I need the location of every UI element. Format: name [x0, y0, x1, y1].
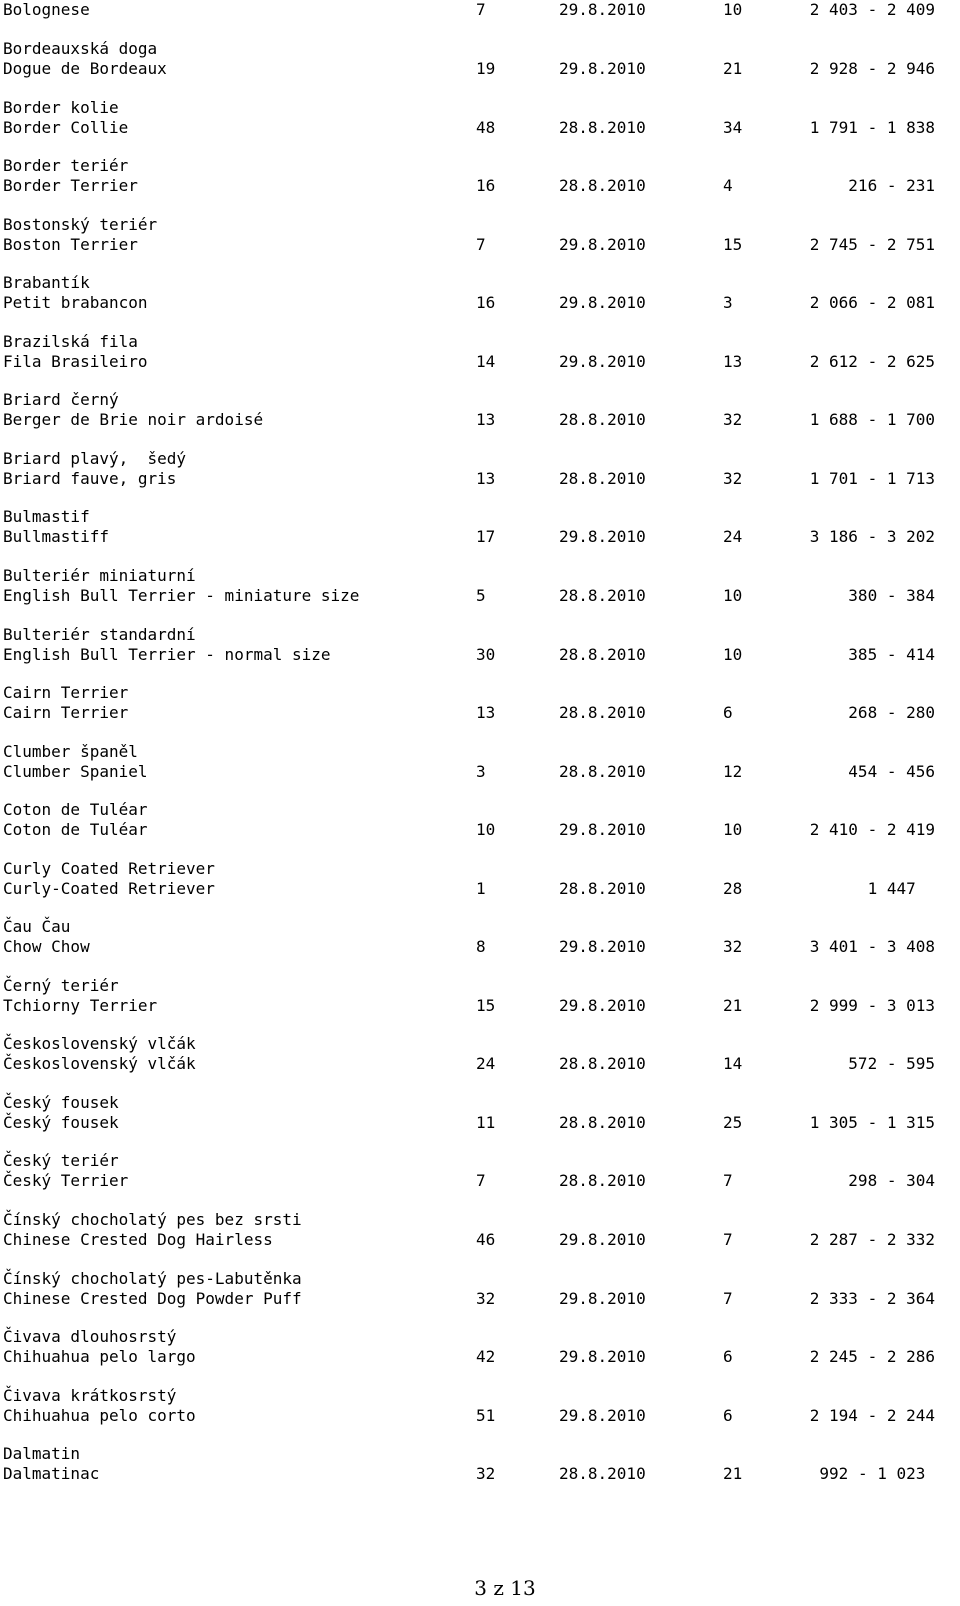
breed-czech-name: Bulteriér miniaturní — [3, 565, 196, 585]
show-date: 29.8.2010 — [559, 1347, 646, 1367]
catalog-range: 1 701 - 1 713 — [809, 468, 935, 488]
breed-count: 1 — [476, 878, 486, 898]
breed-entry — [3, 156, 953, 196]
catalog-range: 1 791 - 1 838 — [809, 117, 935, 137]
breed-czech-name: Clumber španěl — [3, 741, 138, 761]
breed-count: 14 — [476, 351, 496, 371]
show-date: 29.8.2010 — [559, 59, 646, 78]
breed-czech-name: Dalmatin — [3, 1444, 81, 1464]
show-date: 29.8.2010 — [559, 995, 646, 1015]
breed-count: 13 — [476, 410, 496, 430]
breed-entry — [3, 1444, 953, 1484]
breed-count: 15 — [476, 995, 496, 1015]
breed-count: 16 — [476, 176, 496, 196]
catalog-range: 992 - 1 023 — [819, 1464, 935, 1484]
breed-czech-name: Čivava dlouhosrstý — [3, 1327, 177, 1347]
ring-number: 32 — [723, 937, 743, 957]
breed-latin-name: Český fousek — [3, 1112, 119, 1132]
breed-entry — [3, 273, 953, 313]
breed-latin-name: Chihuahua pelo corto — [3, 1405, 196, 1425]
catalog-range: 1 447 — [867, 878, 935, 898]
breed-czech-name: Brabantík — [3, 273, 90, 293]
ring-number: 21 — [723, 1464, 743, 1484]
show-date: 28.8.2010 — [559, 703, 646, 723]
breed-latin-name: Český Terrier — [3, 1171, 129, 1191]
breed-latin-name: Bullmastiff — [3, 527, 109, 547]
breed-latin-name: Boston Terrier — [3, 234, 138, 254]
breed-czech-name: Český teriér — [3, 1151, 119, 1171]
ring-number: 6 — [723, 1405, 733, 1425]
catalog-range: 1 688 - 1 700 — [809, 410, 935, 430]
catalog-range: 3 401 - 3 408 — [809, 937, 935, 957]
breed-entry — [3, 215, 953, 255]
breed-latin-name: Petit brabancon — [3, 293, 148, 313]
catalog-range: 2 245 - 2 286 — [809, 1347, 935, 1367]
show-date: 28.8.2010 — [559, 410, 646, 430]
breed-latin-name: Briard fauve, gris — [3, 468, 177, 488]
catalog-range: 216 - 231 — [848, 176, 935, 196]
breed-entry — [3, 98, 953, 138]
breed-latin-name: Border Terrier — [3, 176, 138, 196]
breed-count: 17 — [476, 527, 496, 547]
breed-count: 13 — [476, 703, 496, 723]
catalog-range: 2 194 - 2 244 — [809, 1405, 935, 1425]
breed-count: 30 — [476, 644, 496, 664]
catalog-range: 2 928 - 2 946 — [809, 59, 935, 78]
ring-number: 14 — [723, 1054, 743, 1074]
breed-czech-name: Border kolie — [3, 97, 119, 117]
ring-number: 4 — [723, 176, 733, 196]
breed-count: 3 — [476, 761, 486, 781]
breed-entry — [3, 859, 953, 899]
show-date: 29.8.2010 — [559, 1288, 646, 1308]
breed-latin-name: Border Collie — [3, 117, 129, 137]
show-date: 28.8.2010 — [559, 468, 646, 488]
breed-latin-name: Bolognese — [3, 0, 90, 19]
breed-entry — [3, 390, 953, 430]
breed-latin-name: Coton de Tuléar — [3, 820, 148, 840]
breed-latin-name: Berger de Brie noir ardoisé — [3, 410, 264, 430]
ring-number: 32 — [723, 468, 743, 488]
catalog-range: 2 403 - 2 409 — [809, 0, 935, 19]
breed-entry — [3, 332, 953, 372]
breed-czech-name: Bostonský teriér — [3, 214, 158, 234]
catalog-range: 2 066 - 2 081 — [809, 293, 935, 313]
breed-count: 13 — [476, 468, 496, 488]
breed-count: 32 — [476, 1464, 496, 1484]
breed-czech-name: Čínský chocholatý pes bez srsti — [3, 1210, 302, 1229]
breed-czech-name: Briard černý — [3, 390, 119, 410]
show-date: 28.8.2010 — [559, 1112, 646, 1132]
breed-count: 10 — [476, 820, 496, 840]
breed-entry — [3, 625, 953, 665]
breed-latin-name: Dalmatinac — [3, 1464, 100, 1484]
breed-latin-name: Dogue de Bordeaux — [3, 59, 167, 78]
breed-czech-name: Border teriér — [3, 156, 129, 176]
show-date: 29.8.2010 — [559, 1405, 646, 1425]
breed-count: 5 — [476, 585, 486, 605]
breed-entry — [3, 742, 953, 782]
breed-entry — [3, 1386, 953, 1426]
show-date: 29.8.2010 — [559, 293, 646, 313]
show-date: 28.8.2010 — [559, 1054, 646, 1074]
breed-entry — [3, 1327, 953, 1367]
breed-latin-name: English Bull Terrier - miniature size — [3, 585, 360, 605]
breed-czech-name: Československý vlčák — [3, 1034, 196, 1054]
catalog-range: 2 745 - 2 751 — [809, 234, 935, 254]
breed-latin-name: Clumber Spaniel — [3, 761, 148, 781]
breed-latin-name: English Bull Terrier - normal size — [3, 644, 331, 664]
ring-number: 7 — [723, 1171, 733, 1191]
breed-count: 16 — [476, 293, 496, 313]
show-date: 28.8.2010 — [559, 1464, 646, 1484]
show-date: 28.8.2010 — [559, 644, 646, 664]
breed-czech-name: Český fousek — [3, 1092, 119, 1112]
breed-entry — [3, 976, 953, 1016]
catalog-range: 385 - 414 — [848, 644, 935, 664]
breed-latin-name: Chow Chow — [3, 937, 90, 957]
ring-number: 13 — [723, 351, 743, 371]
breed-czech-name: Bulteriér standardní — [3, 624, 196, 644]
breed-count: 42 — [476, 1347, 496, 1367]
breed-latin-name: Československý vlčák — [3, 1054, 196, 1074]
ring-number: 25 — [723, 1112, 743, 1132]
ring-number: 21 — [723, 995, 743, 1015]
breed-latin-name: Chihuahua pelo largo — [3, 1347, 196, 1367]
catalog-range: 298 - 304 — [848, 1171, 935, 1191]
ring-number: 10 — [723, 585, 743, 605]
show-date: 28.8.2010 — [559, 585, 646, 605]
breed-czech-name: Briard plavý, šedý — [3, 448, 187, 468]
breed-entry — [3, 449, 953, 489]
ring-number: 10 — [723, 820, 743, 840]
breed-entry — [3, 507, 953, 547]
ring-number: 10 — [723, 644, 743, 664]
breed-latin-name: Curly-Coated Retriever — [3, 878, 215, 898]
breed-entry — [3, 1151, 953, 1191]
breed-czech-name: Černý teriér — [3, 975, 119, 995]
catalog-range: 2 333 - 2 364 — [809, 1288, 935, 1308]
breed-czech-name: Čivava krátkosrstý — [3, 1385, 177, 1405]
breed-czech-name: Bordeauxská doga — [3, 39, 158, 58]
show-date: 29.8.2010 — [559, 527, 646, 547]
breed-czech-name: Curly Coated Retriever — [3, 858, 215, 878]
breed-entry — [3, 1210, 953, 1250]
breed-czech-name: Čínský chocholatý pes-Labutěnka — [3, 1268, 302, 1288]
breed-entry — [3, 39, 953, 79]
breed-count: 8 — [476, 937, 486, 957]
catalog-range: 2 999 - 3 013 — [809, 995, 935, 1015]
breed-czech-name: Coton de Tuléar — [3, 800, 148, 820]
breed-latin-name: Chinese Crested Dog Powder Puff — [3, 1288, 302, 1308]
show-date: 28.8.2010 — [559, 761, 646, 781]
show-date: 28.8.2010 — [559, 878, 646, 898]
breed-entry — [3, 1269, 953, 1309]
ring-number: 6 — [723, 703, 733, 723]
breed-count: 51 — [476, 1405, 496, 1425]
breed-entry — [3, 917, 953, 957]
ring-number: 32 — [723, 410, 743, 430]
breed-czech-name: Brazilská fila — [3, 331, 138, 351]
catalog-range: 454 - 456 — [848, 761, 935, 781]
breed-entry — [3, 0, 953, 20]
breed-count: 11 — [476, 1112, 496, 1132]
catalog-range: 2 287 - 2 332 — [809, 1230, 935, 1249]
catalog-range: 380 - 384 — [848, 585, 935, 605]
page-number: 3 z 13 — [474, 1576, 536, 1600]
breed-count: 7 — [476, 234, 486, 254]
breed-entry — [3, 683, 953, 723]
catalog-range: 2 612 - 2 625 — [809, 351, 935, 371]
ring-number: 15 — [723, 234, 743, 254]
breed-entry — [3, 1034, 953, 1074]
breed-count: 24 — [476, 1054, 496, 1074]
ring-number: 3 — [723, 293, 733, 313]
breed-latin-name: Tchiorny Terrier — [3, 995, 158, 1015]
breed-entry — [3, 800, 953, 840]
ring-number: 10 — [723, 0, 743, 19]
ring-number: 21 — [723, 59, 743, 78]
ring-number: 28 — [723, 878, 743, 898]
breed-latin-name: Cairn Terrier — [3, 703, 129, 723]
show-date: 29.8.2010 — [559, 351, 646, 371]
show-date: 29.8.2010 — [559, 234, 646, 254]
catalog-range: 3 186 - 3 202 — [809, 527, 935, 547]
ring-number: 7 — [723, 1230, 733, 1249]
breed-czech-name: Cairn Terrier — [3, 683, 129, 703]
ring-number: 24 — [723, 527, 743, 547]
breed-czech-name: Bulmastif — [3, 507, 90, 527]
breed-count: 48 — [476, 117, 496, 137]
ring-number: 34 — [723, 117, 743, 137]
breed-count: 19 — [476, 59, 496, 78]
breed-count: 32 — [476, 1288, 496, 1308]
show-date: 29.8.2010 — [559, 0, 646, 19]
ring-number: 7 — [723, 1288, 733, 1308]
breed-count: 7 — [476, 0, 486, 19]
breed-latin-name: Chinese Crested Dog Hairless — [3, 1230, 273, 1249]
breed-latin-name: Fila Brasileiro — [3, 351, 148, 371]
show-date: 29.8.2010 — [559, 937, 646, 957]
breed-entry — [3, 566, 953, 606]
ring-number: 12 — [723, 761, 743, 781]
show-date: 28.8.2010 — [559, 1171, 646, 1191]
breed-czech-name: Čau Čau — [3, 917, 71, 937]
show-date: 29.8.2010 — [559, 1230, 646, 1249]
show-date: 28.8.2010 — [559, 117, 646, 137]
breed-count: 46 — [476, 1230, 496, 1249]
breed-count: 7 — [476, 1171, 486, 1191]
catalog-range: 2 410 - 2 419 — [809, 820, 935, 840]
show-date: 28.8.2010 — [559, 176, 646, 196]
catalog-range: 268 - 280 — [848, 703, 935, 723]
show-date: 29.8.2010 — [559, 820, 646, 840]
ring-number: 6 — [723, 1347, 733, 1367]
catalog-range: 1 305 - 1 315 — [809, 1112, 935, 1132]
breed-entry — [3, 1093, 953, 1133]
catalog-range: 572 - 595 — [848, 1054, 935, 1074]
